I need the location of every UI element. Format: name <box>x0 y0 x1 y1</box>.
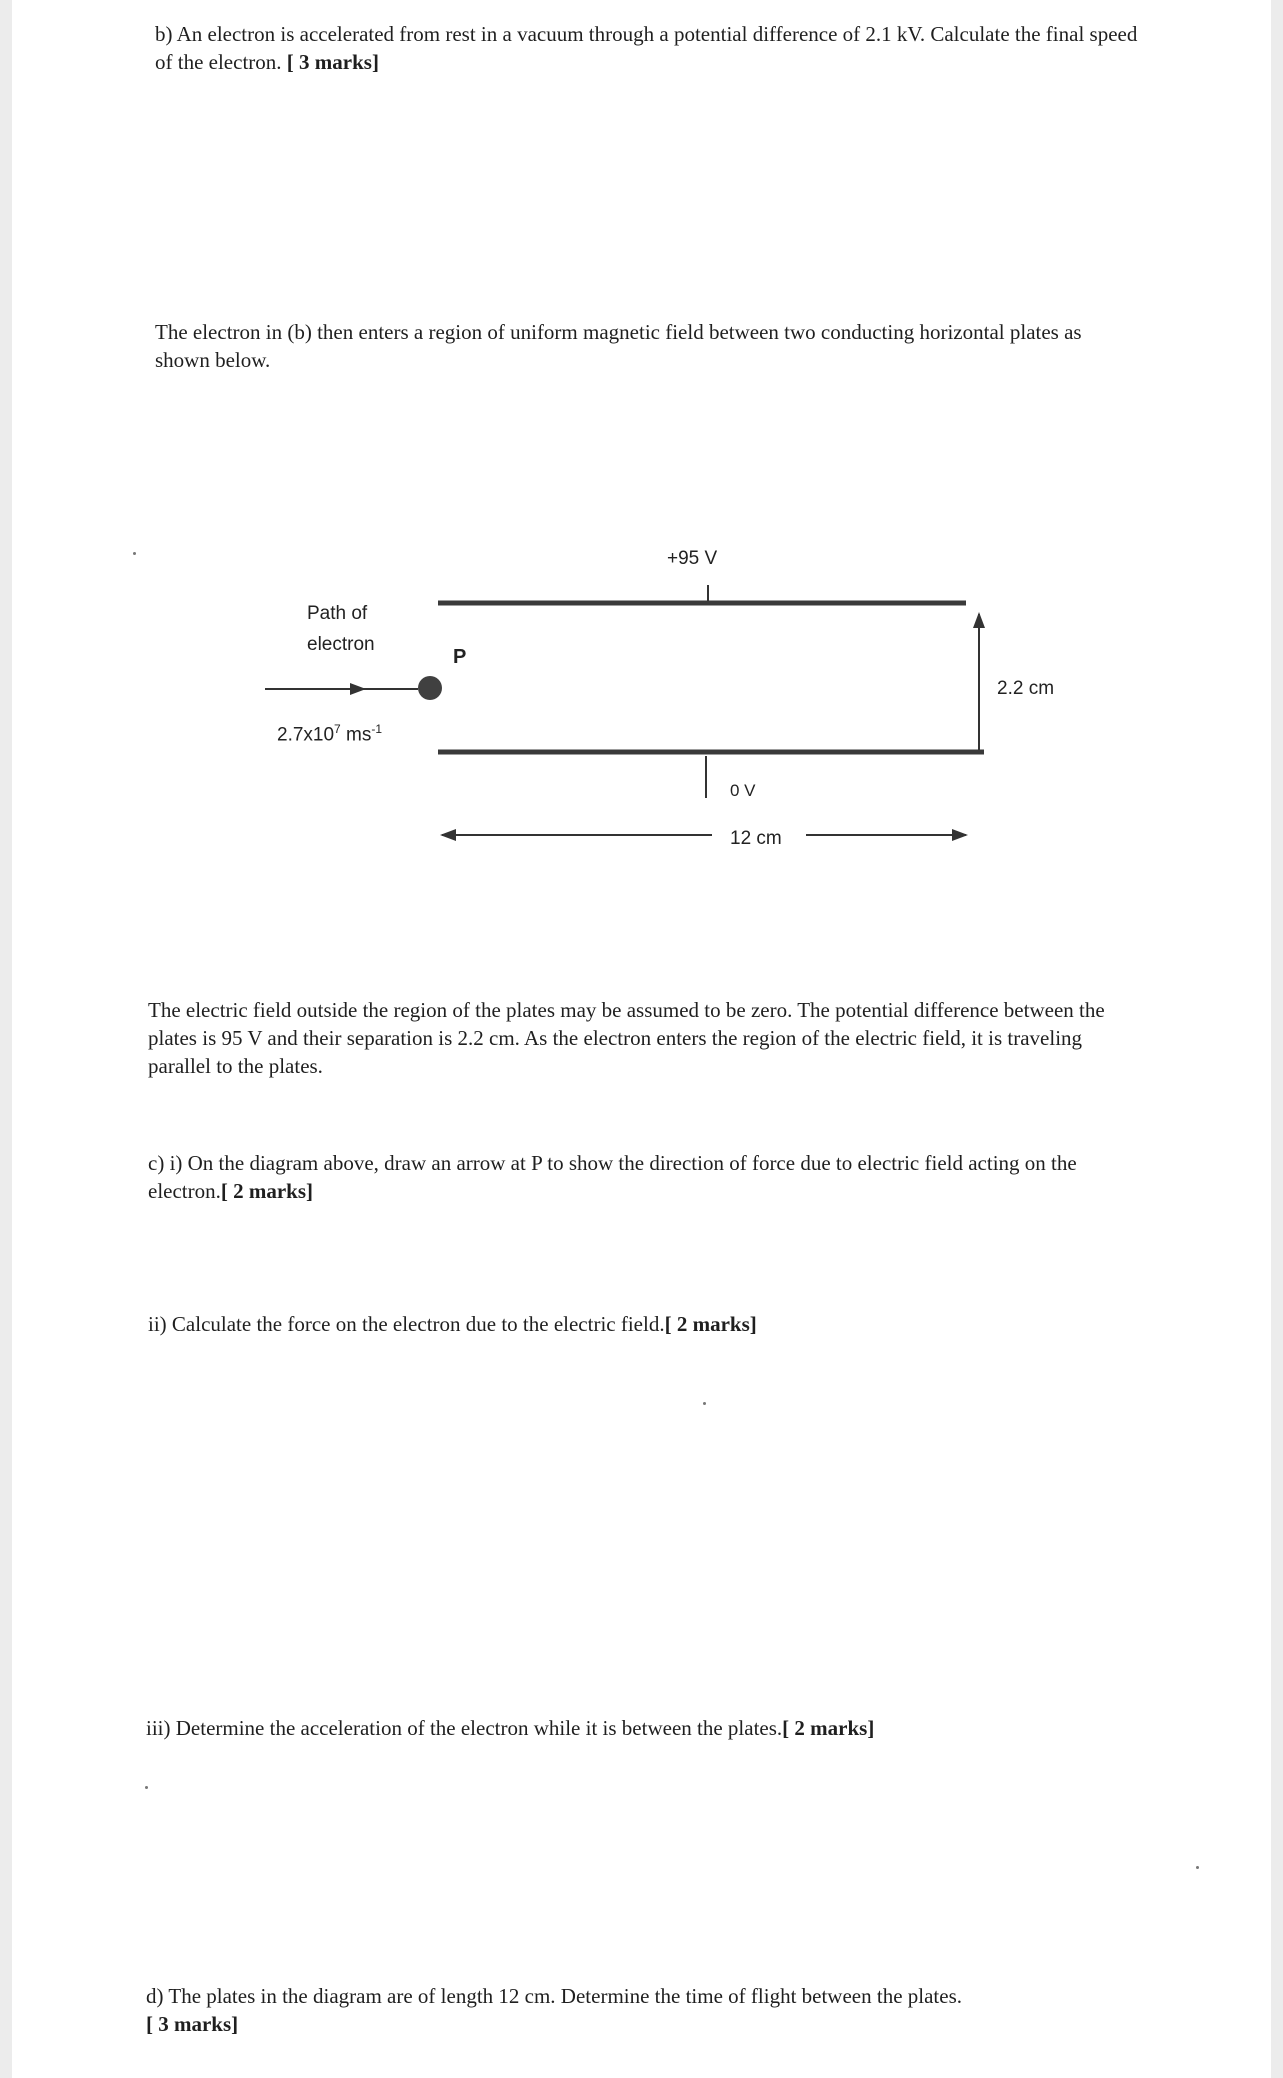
page-border-right <box>1271 0 1283 2078</box>
speed-unit: ms <box>340 724 372 746</box>
question-c-ii-marks: [ 2 marks] <box>664 1312 757 1336</box>
scan-speck <box>145 1786 148 1789</box>
question-c-ii-text: ii) Calculate the force on the electron due to the electric field. <box>148 1312 665 1336</box>
field-note: The electric field outside the region of the plates may be assumed to be zero. The potential difference between the plates is 95 V and their separation is 2.2 cm. As the electron enters the region of the electric field, it is traveling parallel to the plates. <box>148 998 1105 1078</box>
question-b <box>155 20 1155 76</box>
question-c-ii <box>148 1310 1128 1338</box>
scan-speck <box>703 1402 706 1405</box>
bottom-voltage-label: 0 V <box>730 781 756 800</box>
separation-label: 2.2 cm <box>997 678 1055 699</box>
question-c-iii-marks: [ 2 marks] <box>782 1716 875 1740</box>
question-c-i-marks: [ 2 marks] <box>220 1179 314 1203</box>
question-d-text: d) The plates in the diagram are of length 12 cm. Determine the time of flight between the plates. <box>146 1984 963 2008</box>
scan-speck <box>1196 1866 1199 1869</box>
scan-speck <box>133 552 136 555</box>
question-c-i <box>148 1149 1128 1205</box>
point-p-label: P <box>453 646 467 668</box>
plates-intro: The electron in (b) then enters a region of uniform magnetic field between two conducting horizontal plates as shown below. <box>155 320 1082 372</box>
question-c-iii-text: iii) Determine the acceleration of the electron while it is between the plates. <box>146 1716 783 1740</box>
question-c-i-text: c) i) On the diagram above, draw an arrow at P to show the direction of force due to electric field acting on the electron. <box>148 1151 1077 1203</box>
speed-unit-exponent: -1 <box>371 722 383 736</box>
question-d <box>146 1982 1126 2038</box>
question-b-text: b) An electron is accelerated from rest in a vacuum through a potential difference of 2.1 kV. Calculate the final speed of the electron. <box>155 22 1138 74</box>
question-b-marks: [ 3 marks] <box>286 50 379 74</box>
speed-exponent: 7 <box>334 722 341 736</box>
speed-label <box>277 718 382 746</box>
question-d-marks: [ 3 marks] <box>146 2012 239 2036</box>
top-voltage-label: +95 V <box>667 548 718 569</box>
page-border-left <box>0 0 12 2078</box>
path-label-line1: Path of <box>307 603 368 624</box>
plate-length-label: 12 cm <box>730 828 782 849</box>
speed-base: 2.7x10 <box>277 724 335 746</box>
question-c-iii <box>146 1714 1126 1742</box>
path-label-line2: electron <box>307 634 375 655</box>
